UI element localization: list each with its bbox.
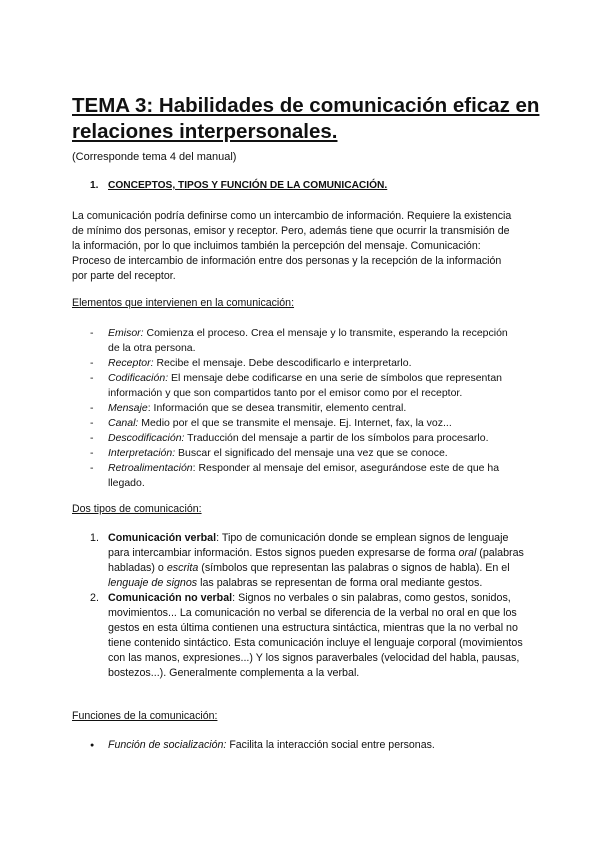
list-item-term: Comunicación verbal	[108, 532, 217, 544]
list-item	[90, 371, 520, 401]
list-item-text: Traducción del mensaje a partir de los símbolos para procesarlo.	[184, 432, 489, 444]
list-item	[90, 738, 520, 753]
list-item-number: 1.	[90, 532, 99, 544]
list-item-text: las palabras se representan de forma oral mediante gestos.	[197, 577, 483, 589]
intro-paragraph: La comunicación podría definirse como un intercambio de información. Requiere la existencia de mínimo dos personas, emisor y receptor. Pero, además tiene que ocurrir la transmisión de la información, por lo que incluimos también la percepción del mensaje. Comunicación: Proceso de intercambio de información entre dos personas y la recepción de la información por parte del receptor.	[72, 210, 512, 282]
list-item	[90, 446, 520, 461]
list-item-term: Comunicación no verbal	[108, 592, 233, 604]
document-title: TEMA 3: Habilidades de comunicación eficaz en relaciones interpersonales.	[72, 94, 540, 143]
list-item-text: El mensaje debe codificarse en una serie de símbolos que representan información y que son compartidos tanto por el emisor como por el receptor.	[108, 372, 502, 399]
list-item-emphasis: lenguaje de signos	[108, 577, 198, 589]
subtitle-note: (Corresponde tema 4 del manual)	[72, 151, 237, 163]
list-item-text: : Responder al mensaje del emisor, asegurándose este de que ha llegado.	[108, 462, 500, 489]
list-item-term: Receptor:	[108, 357, 154, 369]
list-item	[90, 416, 520, 431]
functions-heading: Funciones de la comunicación:	[72, 710, 218, 722]
list-item	[90, 401, 520, 416]
section-title: CONCEPTOS, TIPOS Y FUNCIÓN DE LA COMUNICACIÓN.	[108, 180, 388, 191]
list-item	[90, 356, 520, 371]
list-item	[90, 461, 520, 491]
functions-list	[90, 738, 520, 753]
list-item-emphasis: escrita	[166, 562, 199, 574]
list-item-text: Medio por el que se transmite el mensaje. Ej. Internet, fax, la voz...	[138, 417, 452, 429]
elements-list	[90, 326, 520, 491]
list-item	[90, 326, 520, 356]
list-item-term: Retroalimentación	[108, 462, 193, 474]
list-item-text: (palabras habladas) o	[108, 547, 524, 574]
types-list	[90, 531, 530, 681]
list-item-term: Canal:	[108, 417, 139, 429]
elements-heading: Elementos que intervienen en la comunicación:	[72, 297, 295, 309]
list-item-term: Interpretación:	[108, 447, 176, 459]
list-item-text: Comienza el proceso. Crea el mensaje y lo transmite, esperando la recepción de la otra persona.	[108, 327, 508, 354]
list-item-text: Facilita la interacción social entre personas.	[226, 739, 435, 751]
list-item-text: : Signos no verbales o sin palabras, como gestos, sonidos, movimientos... La comunicación no verbal se diferencia de la verbal no oral en que los gestos en esta última contienen una estructura sintáctica, mientras que la no verbal no tiene contenido sintáctico. Esta comunicación incluye el lenguaje corporal (movimientos con las manos, expresiones...) Y los signos paraverbales (velocidad del habla, pausas, bostezos...). Generalmente complementa a la verbal.	[108, 592, 523, 679]
list-item-term: Descodificación:	[108, 432, 185, 444]
list-item	[90, 431, 520, 446]
list-item-text: : Tipo de comunicación donde se emplean signos de lenguaje para intercambiar información. Estos signos pueden expresarse de forma	[108, 532, 509, 559]
list-item-term: Función de socialización:	[108, 739, 227, 751]
list-item-emphasis: oral	[458, 547, 477, 559]
list-item-text: : Información que se desea transmitir, elemento central.	[147, 402, 407, 414]
list-item	[90, 531, 530, 591]
list-item-term: Mensaje	[108, 402, 148, 414]
list-item-text: Recibe el mensaje. Debe descodificarlo e interpretarlo.	[153, 357, 412, 369]
types-heading: Dos tipos de comunicación:	[72, 503, 202, 515]
list-item-term: Codificación:	[108, 372, 169, 384]
section-number: 1.	[90, 180, 99, 191]
section-heading-1	[90, 180, 387, 191]
list-item	[90, 591, 530, 681]
list-item-text: (símbolos que representan las palabras o signos de habla). En el	[198, 562, 510, 574]
list-item-text: Buscar el significado del mensaje una vez que se conoce.	[175, 447, 448, 459]
list-item-number: 2.	[90, 592, 99, 604]
list-item-term: Emisor:	[108, 327, 144, 339]
